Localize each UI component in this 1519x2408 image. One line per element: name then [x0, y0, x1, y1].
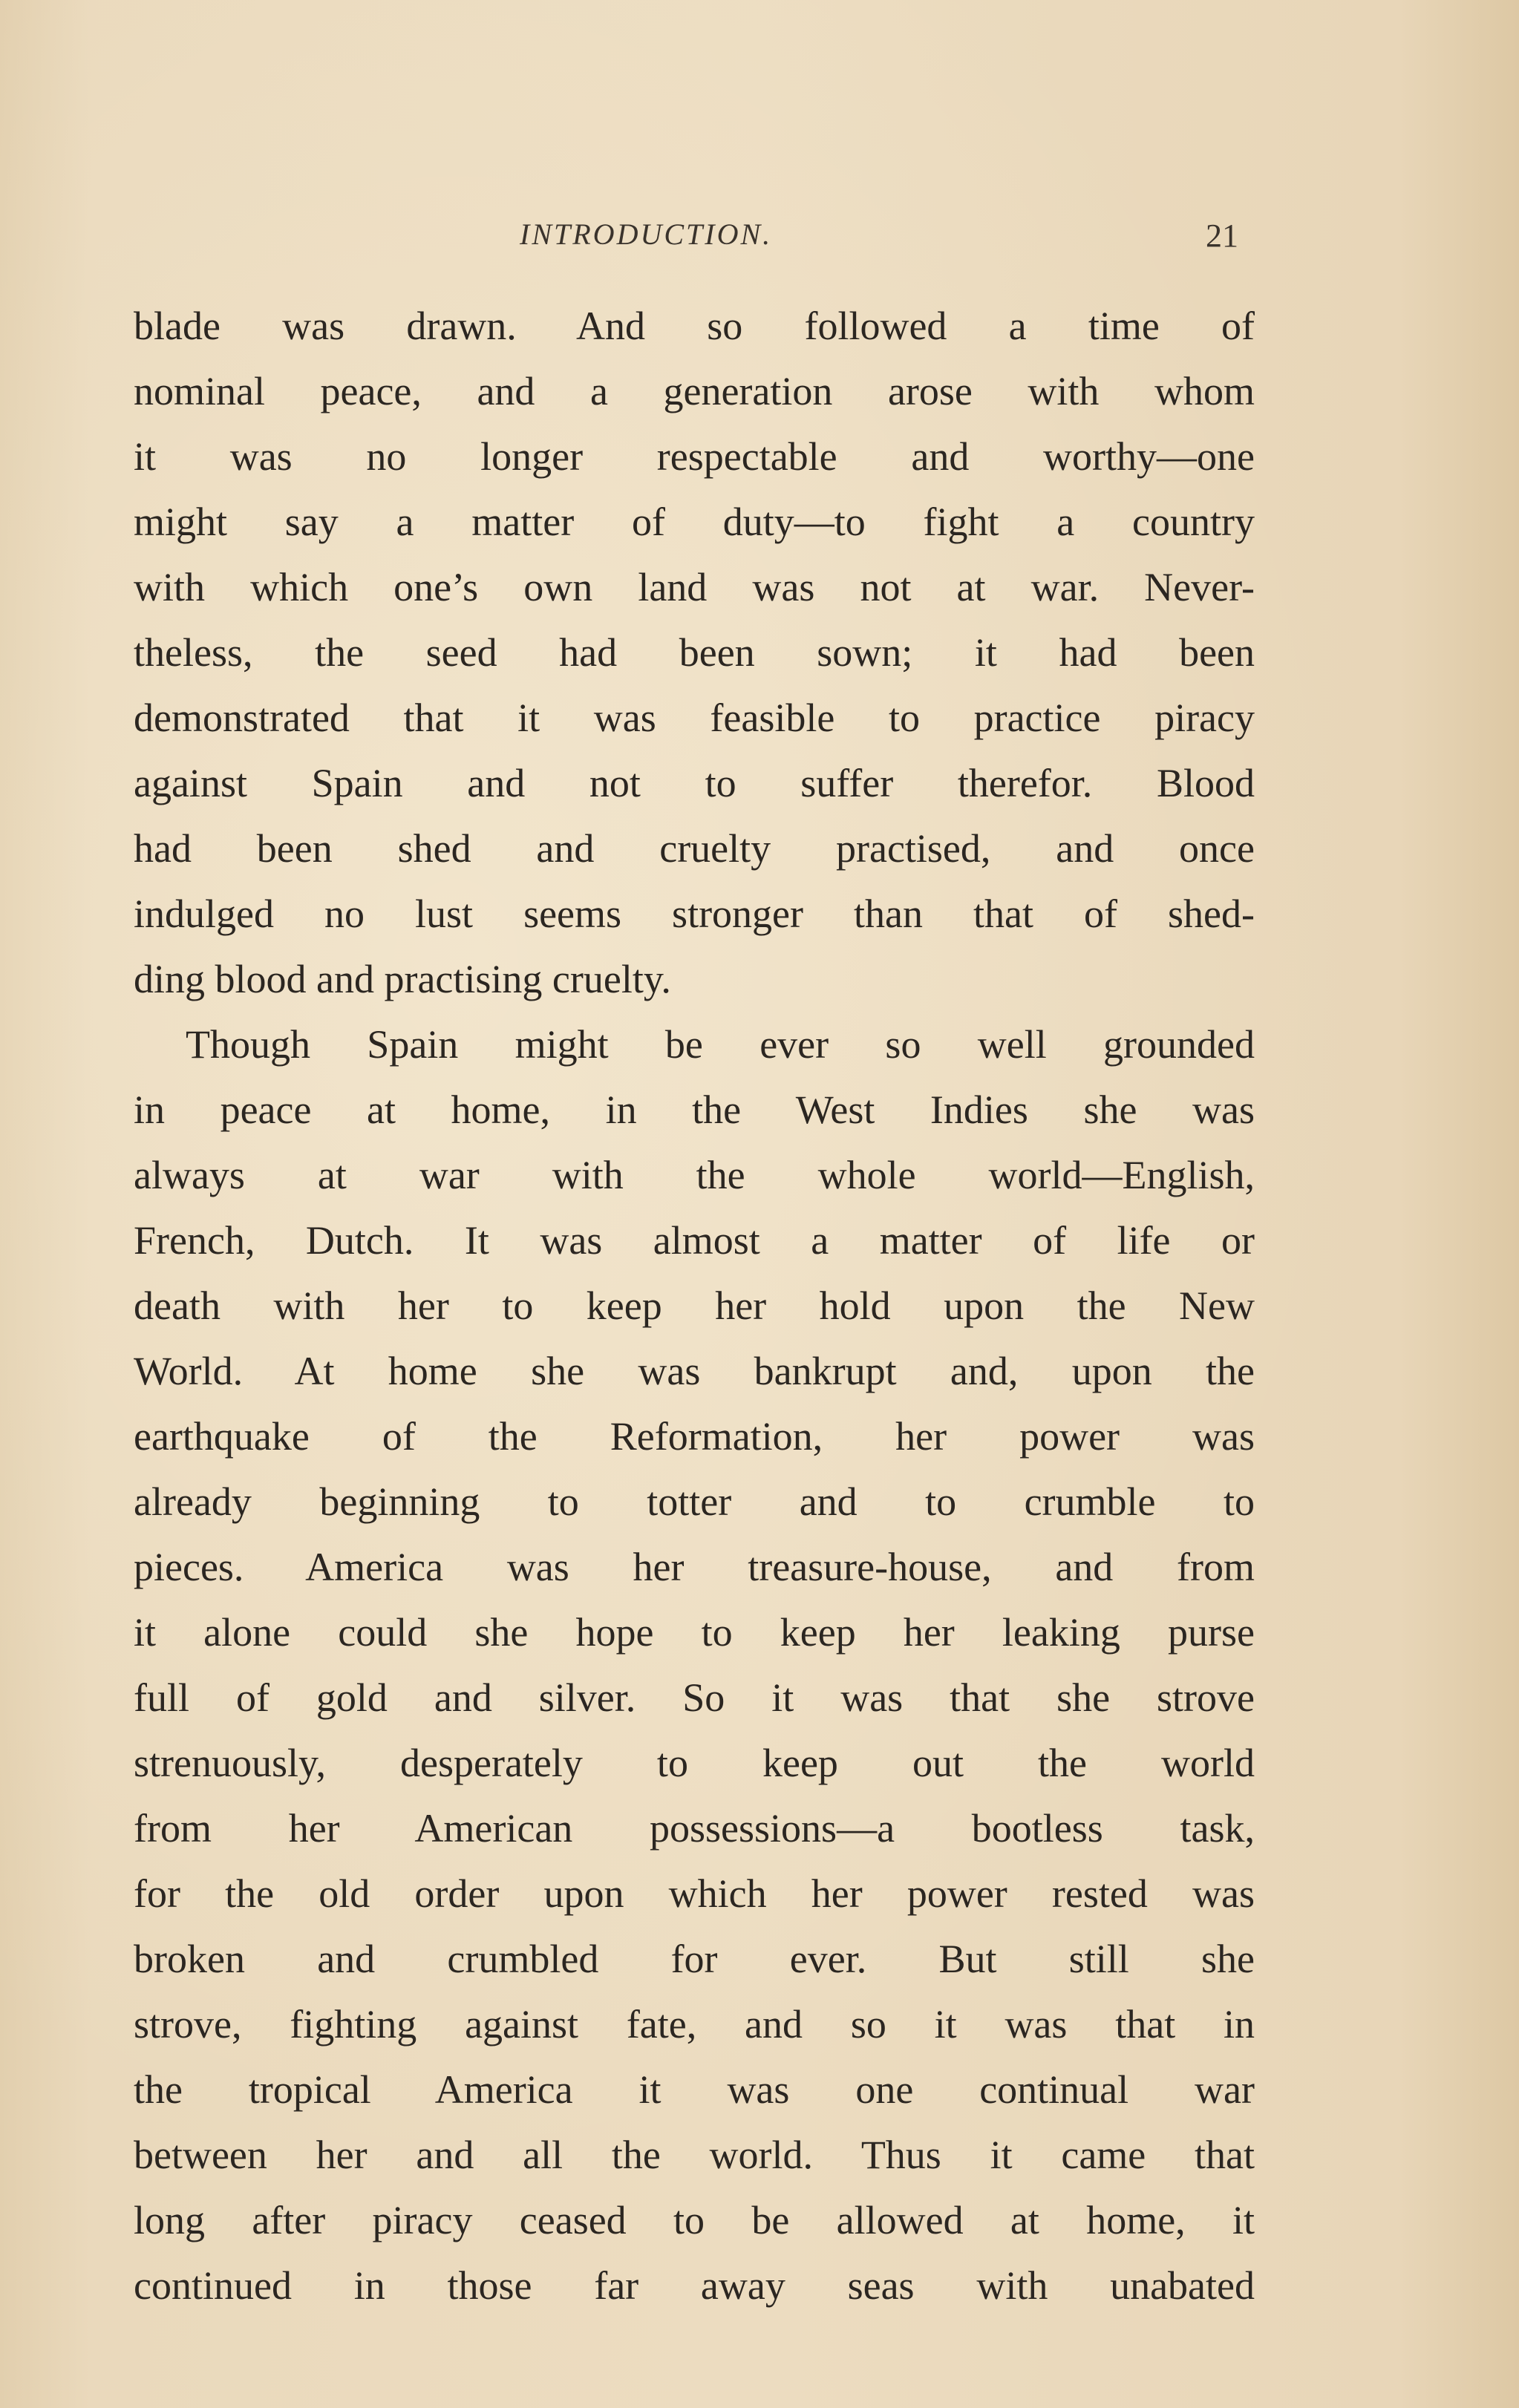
- text-line: from her American possessions—a bootless task,: [134, 1806, 1255, 1851]
- text-line: theless, the seed had been sown; it had been: [134, 630, 1255, 675]
- text-line: blade was drawn. And so followed a time of: [134, 304, 1255, 348]
- chapter-title: INTRODUCTION.: [520, 217, 773, 251]
- body-text: [134, 293, 1255, 2318]
- text-line: for the old order upon which her power rested was: [134, 1871, 1255, 1916]
- text-line: nominal peace, and a generation arose with whom: [134, 369, 1255, 413]
- text-line: between her and all the world. Thus it came that: [134, 2133, 1255, 2177]
- text-line: always at war with the whole world—English,: [134, 1153, 1255, 1197]
- text-line: full of gold and silver. So it was that she strove: [134, 1675, 1255, 1720]
- text-line: demonstrated that it was feasible to practice piracy: [134, 696, 1255, 740]
- text-line: pieces. America was her treasure-house, and from: [134, 1545, 1255, 1589]
- text-line: with which one’s own land was not at war. Never-: [134, 565, 1255, 609]
- text-line: indulged no lust seems stronger than that of shed-: [134, 891, 1255, 936]
- text-line: strenuously, desperately to keep out the world: [134, 1741, 1255, 1785]
- text-line: long after piracy ceased to be allowed at home, it: [134, 2198, 1255, 2242]
- text-line: earthquake of the Reformation, her power was: [134, 1414, 1255, 1459]
- text-line: had been shed and cruelty practised, and once: [134, 826, 1255, 871]
- running-head: [0, 217, 1519, 261]
- text-line: World. At home she was bankrupt and, upon the: [134, 1349, 1255, 1393]
- text-line: it alone could she hope to keep her leaking purse: [134, 1610, 1255, 1655]
- text-line: the tropical America it was one continual war: [134, 2067, 1255, 2112]
- text-line: broken and crumbled for ever. But still she: [134, 1937, 1255, 1981]
- text-line: against Spain and not to suffer therefor. Blood: [134, 761, 1255, 805]
- text-line: Though Spain might be ever so well grounded: [186, 1022, 1255, 1067]
- text-line: death with her to keep her hold upon the New: [134, 1283, 1255, 1328]
- text-line: French, Dutch. It was almost a matter of life or: [134, 1218, 1255, 1263]
- text-line: already beginning to totter and to crumble to: [134, 1479, 1255, 1524]
- text-line: it was no longer respectable and worthy—one: [134, 434, 1255, 479]
- text-line: ding blood and practising cruelty.: [134, 957, 671, 1001]
- text-line: continued in those far away seas with unabated: [134, 2263, 1255, 2308]
- text-line: might say a matter of duty—to fight a country: [134, 500, 1255, 544]
- page-number: 21: [1206, 217, 1238, 254]
- text-line: strove, fighting against fate, and so it was that in: [134, 2002, 1255, 2047]
- text-line: in peace at home, in the West Indies she was: [134, 1087, 1255, 1132]
